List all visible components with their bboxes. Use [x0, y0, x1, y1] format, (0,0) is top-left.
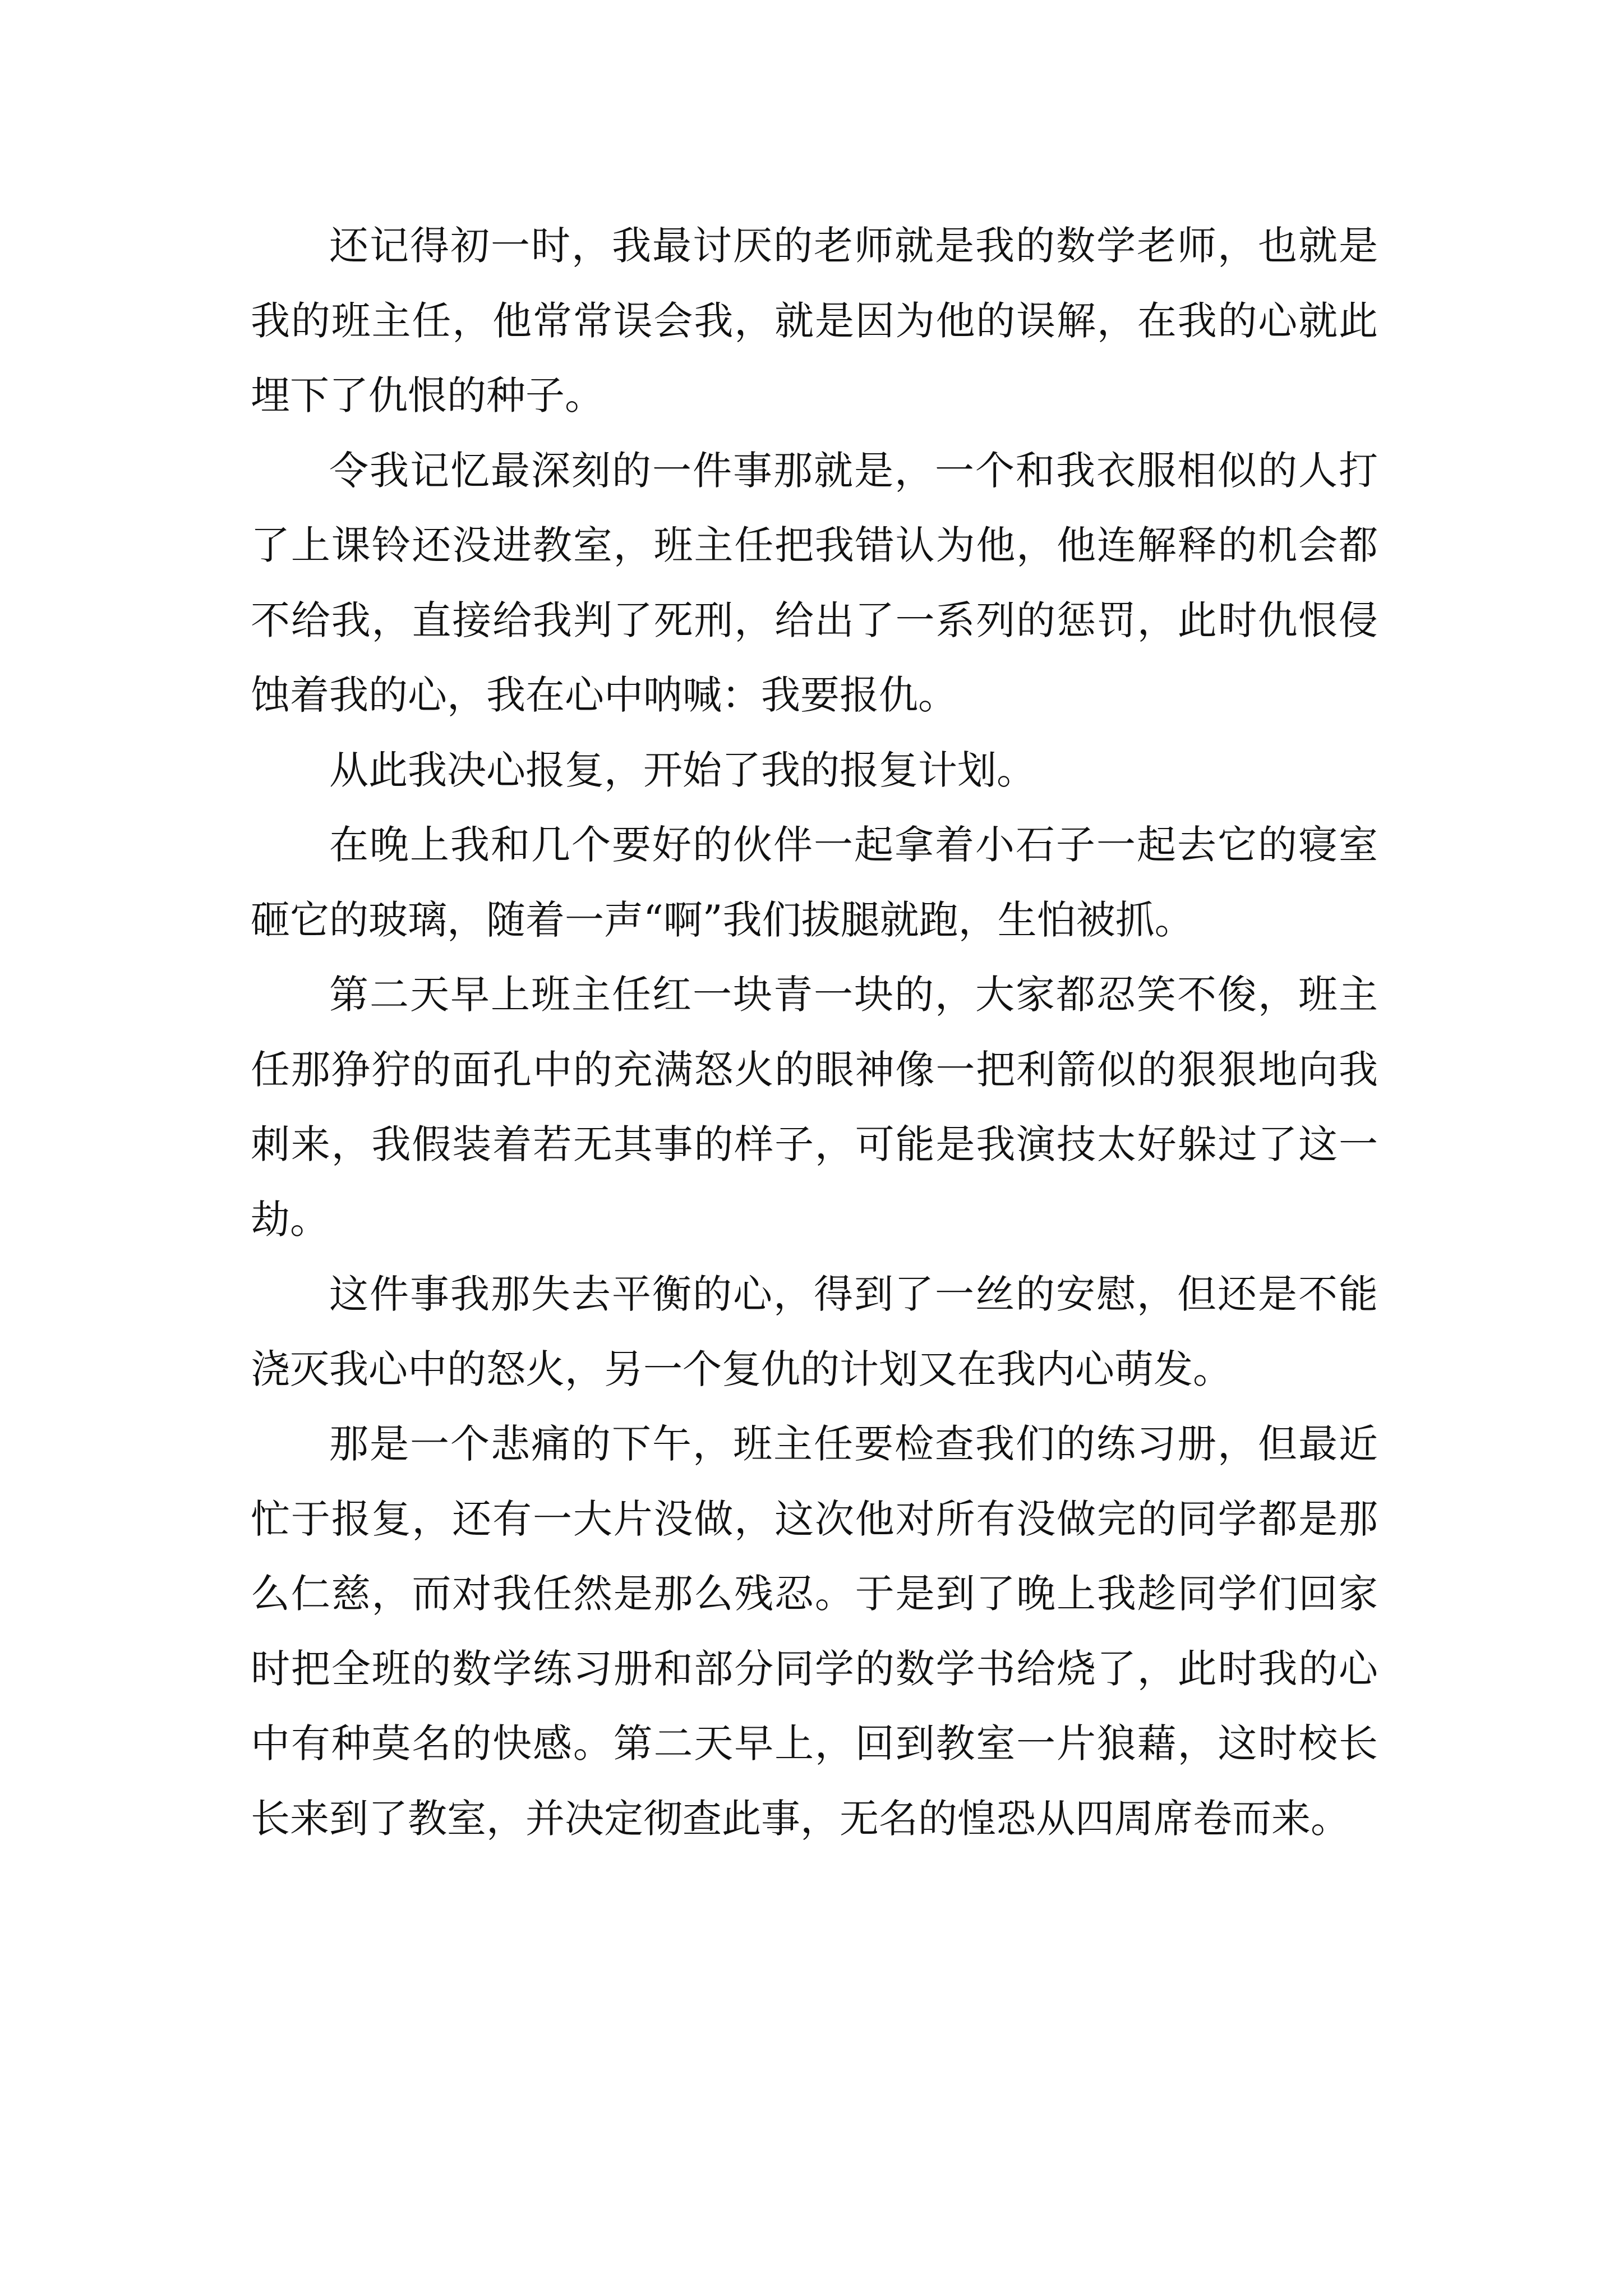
paragraph: 在晚上我和几个要好的伙伴一起拿着小石子一起去它的寝室砸它的玻璃，随着一声“啊”我们拔腿就跑，生怕被抓。 — [251, 822, 1378, 943]
paragraph: 令我记忆最深刻的一件事那就是，一个和我衣服相似的人打了上课铃还没进教室，班主任把我错认为他，他连解释的机会都不给我，直接给我判了死刑，给出了一系列的惩罚，此时仇恨侵蚀着我的心，我在心中呐喊：我要报仇。 — [251, 447, 1378, 718]
paragraph: 这件事我那失去平衡的心，得到了一丝的安慰，但还是不能浇灭我心中的怒火，另一个复仇的计划又在我内心萌发。 — [251, 1271, 1378, 1392]
paragraph: 第二天早上班主任红一块青一块的，大家都忍笑不俊，班主任那狰狞的面孔中的充满怒火的眼神像一把利箭似的狠狠地向我刺来，我假装着若无其事的样子，可能是我演技太好躲过了这一劫。 — [251, 972, 1378, 1243]
paragraph: 还记得初一时，我最讨厌的老师就是我的数学老师，也就是我的班主任，他常常误会我，就是因为他的误解，在我的心就此埋下了仇恨的种子。 — [251, 223, 1378, 418]
paragraph: 那是一个悲痛的下午，班主任要检查我们的练习册，但最近忙于报复，还有一大片没做，这次他对所有没做完的同学都是那么仁慈，而对我任然是那么残忍。于是到了晚上我趁同学们回家时把全班的数学练习册和部分同学的数学书给烧了，此时我的心中有种莫名的快感。第二天早上，回到教室一片狼藉，这时校长长来到了教室，并决定彻查此事，无名的惶恐从四周席卷而来。 — [251, 1421, 1378, 1842]
document-body — [251, 209, 1378, 1856]
paragraph: 从此我决心报复，开始了我的报复计划。 — [329, 747, 1036, 793]
